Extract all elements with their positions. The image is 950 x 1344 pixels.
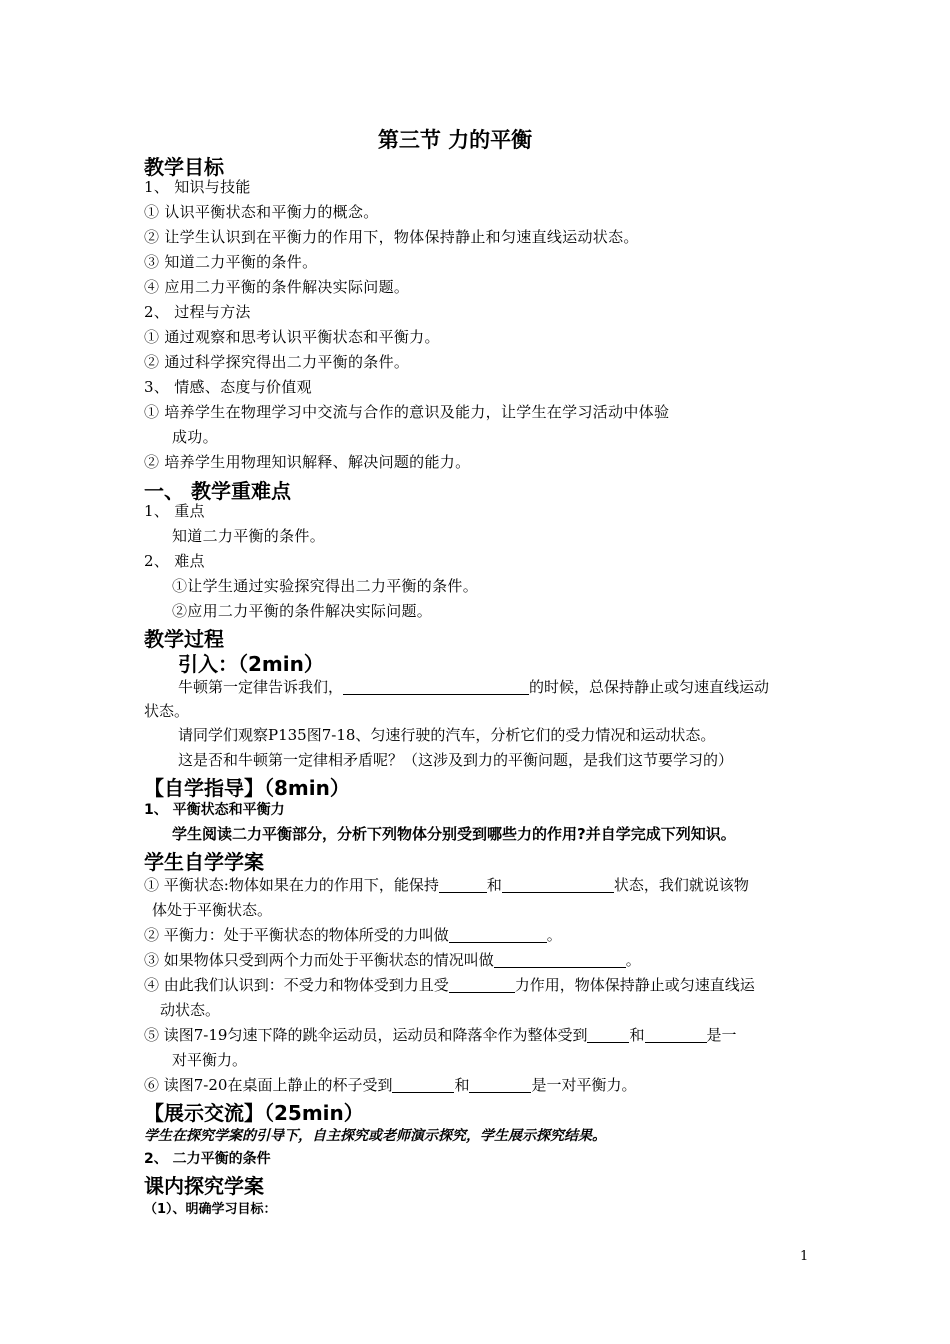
fill-blank[interactable] xyxy=(469,1077,531,1093)
plan-item-1-cont: 体处于平衡状态。 xyxy=(152,901,273,919)
fill-blank[interactable] xyxy=(645,1027,707,1043)
intro-text-cont: 状态。 xyxy=(144,702,190,720)
plan-text: 和 xyxy=(454,1076,470,1094)
intro-text: 牛顿第一定律告诉我们， xyxy=(178,678,344,696)
goals-s1: 1、 知识与技能 xyxy=(144,178,251,196)
fill-blank[interactable] xyxy=(449,977,515,993)
plan-item-1 xyxy=(144,874,749,895)
goals-item: ② 培养学生用物理知识解释、解决问题的能力。 xyxy=(144,453,471,471)
fill-blank[interactable] xyxy=(502,877,614,893)
plan-text: 。 xyxy=(546,926,562,944)
plan-text: 。 xyxy=(625,951,641,969)
page-title: 第三节 力的平衡 xyxy=(377,128,533,152)
goals-item: ② 让学生认识到在平衡力的作用下，物体保持静止和匀速直线运动状态。 xyxy=(144,228,639,246)
plan-item-4-cont: 动状态。 xyxy=(160,1001,221,1019)
intro-text: 的时候，总保持静止或匀速直线运动 xyxy=(529,678,770,696)
fill-blank[interactable] xyxy=(392,1077,454,1093)
show-heading: 【展示交流】（25min） xyxy=(144,1101,364,1125)
plan-text: ⑤ 读图7-19匀速下降的跳伞运动员，运动员和降落伞作为整体受到 xyxy=(144,1026,588,1044)
self-study-text: 学生阅读二力平衡部分，分析下列物体分别受到哪些力的作用?并自学完成下列知识。 xyxy=(172,825,736,843)
plan-text: ③ 如果物体只受到两个力而处于平衡状态的情况叫做 xyxy=(144,951,494,969)
self-study-sub: 1、 平衡状态和平衡力 xyxy=(144,802,285,818)
plan-text: ① 平衡状态:物体如果在力的作用下，能保持 xyxy=(144,876,439,894)
goals-item: ④ 应用二力平衡的条件解决实际问题。 xyxy=(144,278,410,296)
plan-text: ⑥ 读图7-20在桌面上静止的杯子受到 xyxy=(144,1076,393,1094)
goals-item: ① 认识平衡状态和平衡力的概念。 xyxy=(144,203,379,221)
plan-item-5-cont: 对平衡力。 xyxy=(172,1051,248,1069)
fill-blank[interactable] xyxy=(494,952,626,968)
plan-text: ④ 由此我们认识到：不受力和物体受到力且受 xyxy=(144,976,449,994)
key-point-label: 1、 重点 xyxy=(144,502,205,520)
plan-text: 和 xyxy=(486,876,502,894)
goals-heading: 教学目标 xyxy=(144,155,224,179)
inclass-heading: 课内探究学案 xyxy=(144,1174,264,1198)
fill-blank[interactable] xyxy=(343,679,529,695)
process-heading: 教学过程 xyxy=(144,627,224,651)
plan-item-6 xyxy=(144,1074,637,1095)
plan-heading: 学生自学学案 xyxy=(144,850,264,874)
goals-s2: 2、 过程与方法 xyxy=(144,303,251,321)
plan-item-5 xyxy=(144,1024,737,1045)
show-text: 学生在探究学案的引导下，自主探究或老师演示探究，学生展示探究结果。 xyxy=(144,1128,606,1144)
difficulty-heading: 一、 教学重难点 xyxy=(144,479,291,503)
hard-point-item: ②应用二力平衡的条件解决实际问题。 xyxy=(172,602,433,620)
goals-item: ③ 知道二力平衡的条件。 xyxy=(144,253,318,271)
goals-item: ② 通过科学探究得出二力平衡的条件。 xyxy=(144,353,410,371)
self-study-heading: 【自学指导】（8min） xyxy=(144,776,350,800)
goals-s3: 3、 情感、态度与价值观 xyxy=(144,378,312,396)
page-number: 1 xyxy=(800,1249,809,1264)
intro-question: 这是否和牛顿第一定律相矛盾呢？（这涉及到力的平衡问题，是我们这节要学习的） xyxy=(178,751,734,769)
plan-text: 是一对平衡力。 xyxy=(531,1076,637,1094)
intro-observe: 请同学们观察P135图7-18、匀速行驶的汽车，分析它们的受力情况和运动状态。 xyxy=(178,726,716,744)
intro-paragraph xyxy=(178,676,769,697)
inclass-sub: （1）、明确学习目标： xyxy=(144,1202,277,1217)
plan-text: 是一 xyxy=(706,1026,737,1044)
hard-point-item: ①让学生通过实验探究得出二力平衡的条件。 xyxy=(172,577,479,595)
plan-text: 状态，我们就说该物 xyxy=(613,876,749,894)
key-point-text: 知道二力平衡的条件。 xyxy=(172,527,326,545)
goals-item-cont: 成功。 xyxy=(172,428,218,446)
plan-item-2 xyxy=(144,924,562,945)
plan-text: ② 平衡力：处于平衡状态的物体所受的力叫做 xyxy=(144,926,449,944)
plan-item-3 xyxy=(144,949,641,970)
fill-blank[interactable] xyxy=(449,927,547,943)
intro-heading: 引入：（2min） xyxy=(178,652,324,676)
fill-blank[interactable] xyxy=(439,877,487,893)
hard-point-label: 2、 难点 xyxy=(144,552,205,570)
plan-text: 力作用，物体保持静止或匀速直线运 xyxy=(514,976,755,994)
goals-item: ① 培养学生在物理学习中交流与合作的意识及能力，让学生在学习活动中体验 xyxy=(144,403,670,421)
show-sub: 2、 二力平衡的条件 xyxy=(144,1151,271,1167)
plan-item-4 xyxy=(144,974,755,995)
goals-item: ① 通过观察和思考认识平衡状态和平衡力。 xyxy=(144,328,440,346)
fill-blank[interactable] xyxy=(587,1027,629,1043)
plan-text: 和 xyxy=(629,1026,645,1044)
